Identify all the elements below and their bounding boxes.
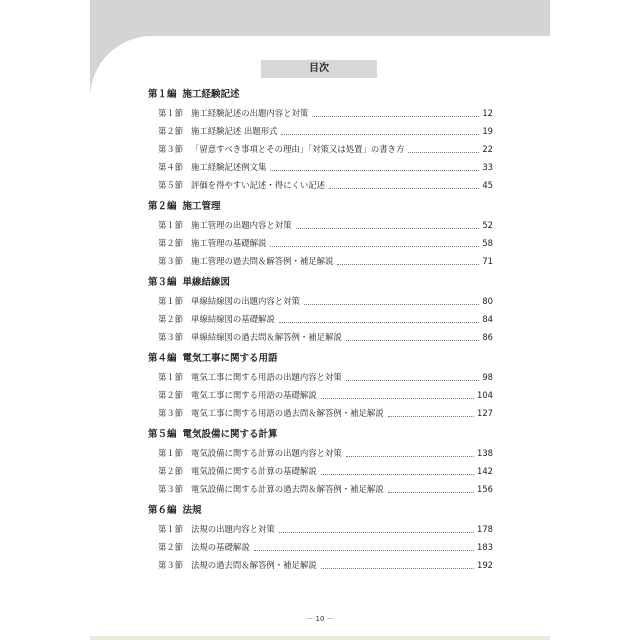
section-title: 法規の過去問＆解答例・補足解説 bbox=[191, 560, 317, 570]
page-number: 183 bbox=[477, 542, 493, 552]
toc-title: 目次 bbox=[261, 60, 377, 78]
section-number: 第５節 bbox=[158, 180, 184, 190]
section-number: 第２節 bbox=[158, 390, 184, 400]
toc-entry[interactable] bbox=[148, 462, 493, 480]
section-number: 第３節 bbox=[158, 560, 184, 570]
part-number: 第５編 bbox=[148, 429, 177, 440]
part-heading bbox=[148, 503, 493, 519]
section-title: 施工管理の基礎解説 bbox=[191, 238, 267, 248]
dot-leader bbox=[329, 188, 479, 189]
dot-leader bbox=[281, 134, 479, 135]
dot-leader bbox=[388, 416, 474, 417]
dot-leader bbox=[408, 152, 479, 153]
page-number: 142 bbox=[477, 466, 493, 476]
dot-leader bbox=[321, 398, 474, 399]
table-of-contents bbox=[148, 87, 493, 574]
toc-entry[interactable] bbox=[148, 538, 493, 556]
toc-entry[interactable] bbox=[148, 368, 493, 386]
dot-leader bbox=[270, 170, 479, 171]
dot-leader bbox=[346, 380, 480, 381]
page-number: 104 bbox=[477, 390, 493, 400]
part-title: 電気設備に関する計算 bbox=[182, 429, 278, 440]
section-title: 電気設備に関する計算の出題内容と対策 bbox=[191, 448, 342, 458]
section-number: 第３節 bbox=[158, 408, 184, 418]
section-number: 第２節 bbox=[158, 542, 184, 552]
page-number: 52 bbox=[482, 220, 493, 230]
dot-leader bbox=[337, 264, 479, 265]
dot-leader bbox=[321, 568, 474, 569]
section-title: 法規の出題内容と対策 bbox=[191, 524, 275, 534]
page-number: 33 bbox=[482, 162, 493, 172]
page-number: 84 bbox=[482, 314, 493, 324]
page-number: 19 bbox=[482, 126, 493, 136]
part-heading bbox=[148, 87, 493, 103]
section-title: 施工経験記述の出題内容と対策 bbox=[191, 108, 309, 118]
part-number: 第１編 bbox=[148, 89, 177, 100]
section-number: 第１節 bbox=[158, 220, 184, 230]
section-title: 電気工事に関する用語の出題内容と対策 bbox=[191, 372, 342, 382]
section-number: 第２節 bbox=[158, 314, 184, 324]
dot-leader bbox=[279, 532, 474, 533]
toc-entry[interactable] bbox=[148, 556, 493, 574]
page-number: 192 bbox=[477, 560, 493, 570]
section-title: 電気設備に関する計算の過去問＆解答例・補足解説 bbox=[191, 484, 384, 494]
toc-entry[interactable] bbox=[148, 480, 493, 498]
dot-leader bbox=[304, 304, 479, 305]
section-number: 第３節 bbox=[158, 256, 184, 266]
section-title: 「留意すべき事項とその理由」「対策又は処置」の書き方 bbox=[191, 144, 405, 154]
section-title: 電気設備に関する計算の基礎解説 bbox=[191, 466, 317, 476]
toc-entry[interactable] bbox=[148, 310, 493, 328]
toc-entry[interactable] bbox=[148, 216, 493, 234]
section-number: 第１節 bbox=[158, 372, 184, 382]
section-number: 第１節 bbox=[158, 296, 184, 306]
toc-entry[interactable] bbox=[148, 404, 493, 422]
toc-entry[interactable] bbox=[148, 140, 493, 158]
part-number: 第２編 bbox=[148, 201, 177, 212]
section-title: 施工管理の過去問＆解答例・補足解説 bbox=[191, 256, 334, 266]
dot-leader bbox=[312, 116, 479, 117]
section-title: 単線結線図の出題内容と対策 bbox=[191, 296, 300, 306]
section-number: 第３節 bbox=[158, 484, 184, 494]
part-heading bbox=[148, 199, 493, 215]
toc-entry[interactable] bbox=[148, 252, 493, 270]
part-number: 第６編 bbox=[148, 505, 177, 516]
toc-entry[interactable] bbox=[148, 104, 493, 122]
page-number: 45 bbox=[482, 180, 493, 190]
page-number: 58 bbox=[482, 238, 493, 248]
section-number: 第３節 bbox=[158, 332, 184, 342]
section-number: 第１節 bbox=[158, 448, 184, 458]
part-title: 電気工事に関する用語 bbox=[182, 353, 278, 364]
dot-leader bbox=[254, 550, 474, 551]
section-number: 第２節 bbox=[158, 126, 184, 136]
dot-leader bbox=[346, 340, 480, 341]
page-number: 22 bbox=[482, 144, 493, 154]
part-heading bbox=[148, 351, 493, 367]
section-title: 単線結線図の基礎解説 bbox=[191, 314, 275, 324]
dot-leader bbox=[321, 474, 474, 475]
section-title: 単線結線図の過去問＆解答例・補足解説 bbox=[191, 332, 342, 342]
part-title: 施工管理 bbox=[182, 201, 221, 212]
page-number-footer: － 10 － bbox=[306, 615, 334, 623]
dot-leader bbox=[270, 246, 479, 247]
section-title: 評価を得やすい記述・得にくい記述 bbox=[191, 180, 325, 190]
toc-entry[interactable] bbox=[148, 234, 493, 252]
toc-entry[interactable] bbox=[148, 328, 493, 346]
page-number: 178 bbox=[477, 524, 493, 534]
section-title: 電気工事に関する用語の過去問＆解答例・補足解説 bbox=[191, 408, 384, 418]
part-title: 法規 bbox=[182, 505, 202, 516]
page-number: 71 bbox=[482, 256, 493, 266]
part-number: 第４編 bbox=[148, 353, 177, 364]
toc-entry[interactable] bbox=[148, 386, 493, 404]
part-heading bbox=[148, 275, 493, 291]
dot-leader bbox=[296, 228, 480, 229]
dot-leader bbox=[388, 492, 474, 493]
part-title: 施工経験記述 bbox=[182, 89, 240, 100]
section-number: 第３節 bbox=[158, 144, 184, 154]
section-title: 施工経験記述例文集 bbox=[191, 162, 267, 172]
toc-entry[interactable] bbox=[148, 520, 493, 538]
section-number: 第１節 bbox=[158, 524, 184, 534]
section-title: 施工経験記述 出題形式 bbox=[191, 126, 278, 136]
dot-leader bbox=[346, 456, 474, 457]
toc-entry[interactable] bbox=[148, 176, 493, 194]
part-number: 第３編 bbox=[148, 277, 177, 288]
page-number: 86 bbox=[482, 332, 493, 342]
section-title: 施工管理の出題内容と対策 bbox=[191, 220, 292, 230]
part-heading bbox=[148, 427, 493, 443]
section-number: 第２節 bbox=[158, 466, 184, 476]
section-title: 電気工事に関する用語の基礎解説 bbox=[191, 390, 317, 400]
section-number: 第１節 bbox=[158, 108, 184, 118]
bottom-strip bbox=[90, 636, 550, 640]
dot-leader bbox=[279, 322, 480, 323]
page-number: 156 bbox=[477, 484, 493, 494]
part-title: 単線結線図 bbox=[182, 277, 231, 288]
toc-entry[interactable] bbox=[148, 158, 493, 176]
toc-entry[interactable] bbox=[148, 292, 493, 310]
page-number: 127 bbox=[477, 408, 493, 418]
section-number: 第２節 bbox=[158, 238, 184, 248]
page-number: 80 bbox=[482, 296, 493, 306]
toc-entry[interactable] bbox=[148, 122, 493, 140]
page-number: 98 bbox=[482, 372, 493, 382]
section-number: 第４節 bbox=[158, 162, 184, 172]
toc-entry[interactable] bbox=[148, 444, 493, 462]
page-number: 12 bbox=[482, 108, 493, 118]
section-title: 法規の基礎解説 bbox=[191, 542, 250, 552]
page-number: 138 bbox=[477, 448, 493, 458]
